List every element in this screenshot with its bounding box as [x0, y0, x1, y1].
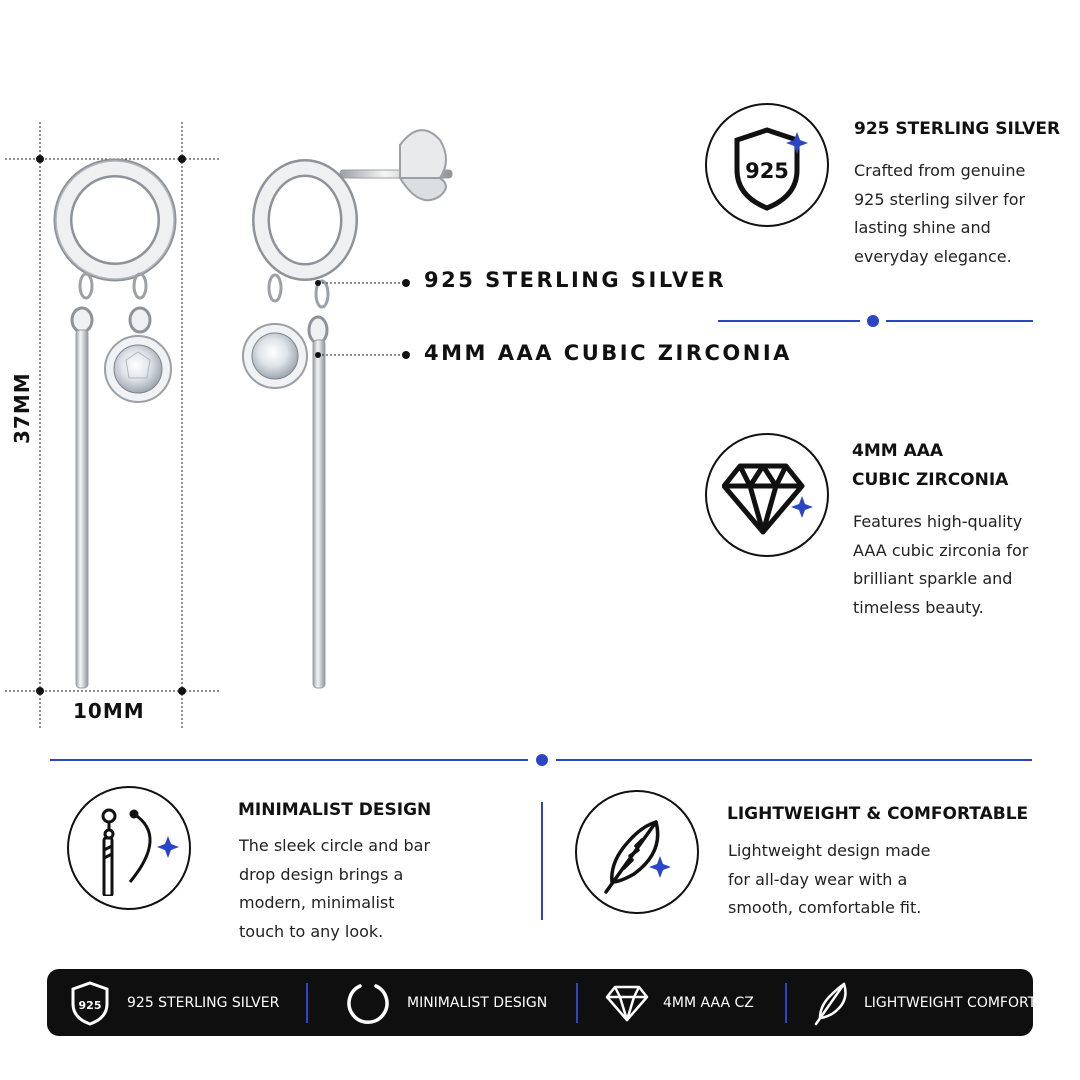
bar-item-lightweight: [812, 969, 1036, 1036]
lightweight-feature-title: LIGHTWEIGHT & COMFORTABLE: [727, 804, 1029, 824]
svg-text:925: 925: [78, 998, 102, 1012]
bar-separator: [785, 983, 787, 1023]
silver-feature-desc: Crafted from genuine 925 sterling silver for lasting shine and everyday elegance.: [854, 161, 1026, 266]
bar-item-cz: [605, 969, 754, 1036]
shield-925-icon: [725, 120, 815, 215]
minimalist-feature-title: MINIMALIST DESIGN: [238, 800, 432, 820]
divider-middle: [50, 751, 1032, 769]
divider-right: [718, 312, 1033, 330]
diamond-icon: [605, 983, 649, 1023]
width-dimension-label: 10MM: [73, 699, 145, 723]
bar-item-minimalist: [345, 969, 547, 1036]
callout-silver: 925 STERLING SILVER: [424, 268, 727, 292]
zirconia-feature-title-line2: CUBIC ZIRCONIA: [852, 470, 1009, 490]
bar-label-minimalist: MINIMALIST DESIGN: [407, 994, 548, 1011]
vertical-divider: [541, 802, 543, 920]
bar-label-cz: 4MM AAA CZ: [663, 994, 754, 1011]
bar-separator: [576, 983, 578, 1023]
height-dimension-label: 37MM: [10, 372, 34, 444]
bar-label-lightweight: LIGHTWEIGHT COMFORT: [864, 994, 1037, 1011]
zirconia-feature-desc: Features high-quality AAA cubic zirconia for brilliant sparkle and timeless beauty.: [853, 512, 1029, 617]
callout-leaders: [300, 270, 420, 370]
bar-label-silver: 925 STERLING SILVER: [127, 994, 280, 1011]
minimalist-feature-desc: The sleek circle and bar drop design brings a modern, minimalist touch to any look.: [239, 836, 431, 941]
diamond-icon: [722, 460, 814, 540]
bar-separator: [306, 983, 308, 1023]
shield-925-icon: [69, 980, 111, 1026]
callout-zirconia: 4MM AAA CUBIC ZIRCONIA: [424, 341, 792, 365]
earring-side-view: [240, 120, 470, 700]
zirconia-feature-title-line1: 4MM AAA: [852, 441, 944, 461]
earring-outline-icon: [90, 806, 185, 896]
earring-front-view: [56, 161, 174, 688]
feather-icon: [812, 980, 852, 1026]
feather-icon: [598, 812, 678, 897]
hoop-icon: [345, 980, 391, 1026]
svg-text:925: 925: [745, 159, 789, 183]
lightweight-feature-desc: Lightweight design made for all-day wear with a smooth, comfortable fit.: [728, 841, 931, 917]
dimension-diagram: [0, 110, 240, 740]
silver-feature-title: 925 STERLING SILVER: [854, 119, 1061, 139]
bottom-feature-bar: [47, 969, 1037, 1036]
bar-item-silver: [69, 969, 279, 1036]
